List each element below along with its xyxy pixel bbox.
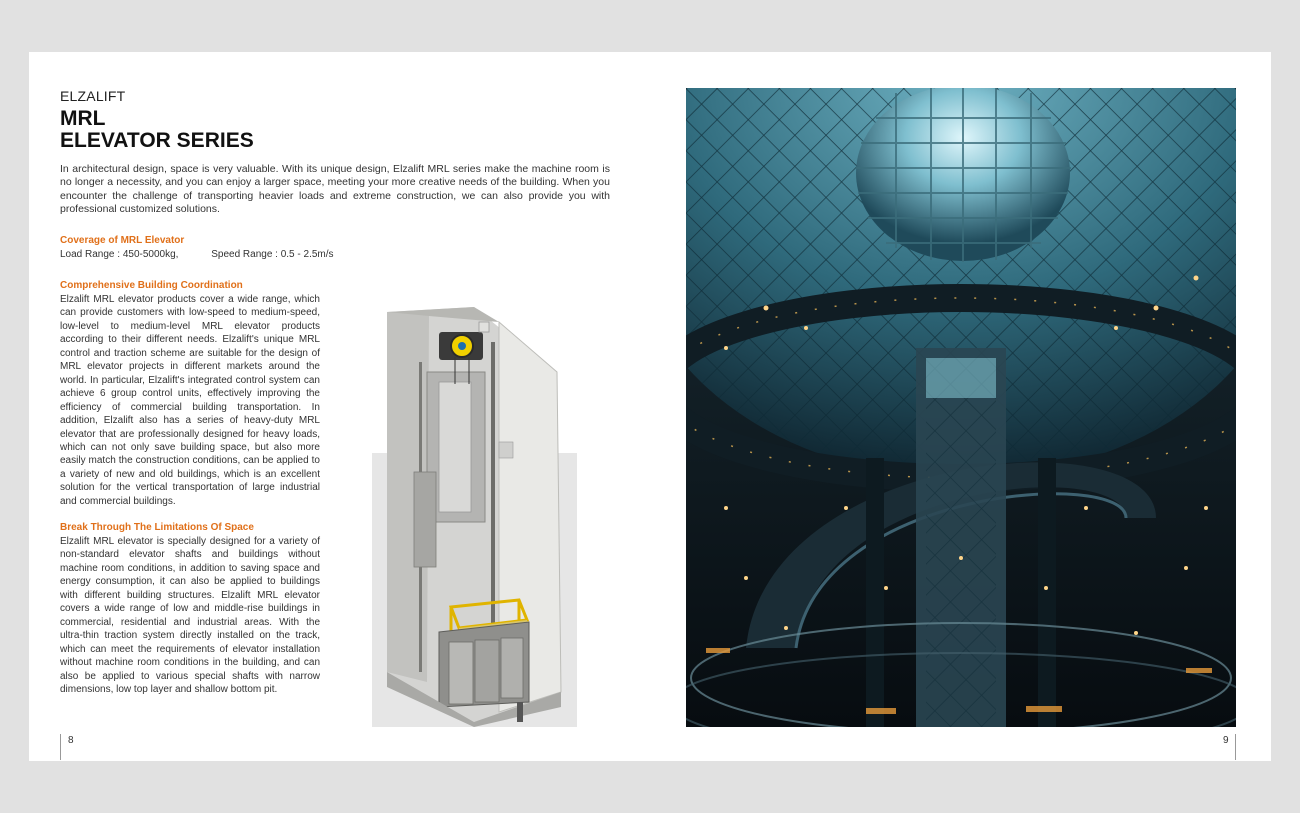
atrium-photo: [686, 88, 1236, 727]
elevator-shaft-illustration: [379, 302, 579, 727]
brochure-spread: [29, 52, 1271, 761]
page-divider-right: [1235, 734, 1236, 760]
space-heading: Break Through The Limitations Of Space: [60, 522, 254, 533]
page-divider-left: [60, 734, 61, 760]
speed-range: Speed Range : 0.5 - 2.5m/s: [211, 249, 334, 260]
title-line-1: MRL: [60, 107, 106, 130]
page-number-left: 8: [68, 735, 74, 746]
title-line-2: ELEVATOR SERIES: [60, 129, 254, 152]
brand-label: ELZALIFT: [60, 88, 126, 104]
page-title: [60, 108, 254, 152]
coverage-specs: [60, 249, 334, 260]
intro-paragraph: In architectural design, space is very valuable. With its unique design, Elzalift MRL series make the machine room is no longer a necessity, and you can enjoy a larger space, meeting your more creative needs of the building. When you encounter the challenge of transporting heavier loads and extreme construction, we can also provide you with professional customized solutions.: [60, 163, 610, 216]
coordination-heading: Comprehensive Building Coordination: [60, 280, 243, 291]
coordination-paragraph: Elzalift MRL elevator products cover a wide range, which can provide customers with low-speed to medium-speed, low-level to medium-level MRL elevator products according to their different needs. Elzalift's unique MRL control and traction scheme are suitable for the design of MRL elevator projects in different markets around the world. In particular, Elzalift's integrated control system can achieve 6 group control units, effectively improving the efficiency of commercial building transportation. In addition, Elzalift also has a series of heavy-duty MRL elevator that are professionally designed for heavy loads, which can not only save building space, but also more easily match the construction conditions, can be applied to a variety of new and old buildings, which is an excellent solution for the vertical transportation of large industrial and commercial buildings.: [60, 294, 320, 507]
load-range: Load Range : 450-5000kg,: [60, 249, 179, 260]
page-number-right: 9: [1223, 735, 1229, 746]
space-paragraph: Elzalift MRL elevator is specially designed for a variety of non-standard elevator shafts and buildings without machine room conditions, in addition to saving space and energy consumption, it can also be applied to buildings with different building structures. Elzalift MRL elevator covers a wide range of low and middle-rise buildings in commercial, residential and industrial areas. With the ultra-thin traction system directly installed on the track, which can meet the requirements of elevator installation without machine room conditions in the building, and can also be applied to various special shafts with narrow dimensions, low top layer and shallow bottom pit.: [60, 536, 320, 695]
coverage-heading: Coverage of MRL Elevator: [60, 235, 185, 246]
